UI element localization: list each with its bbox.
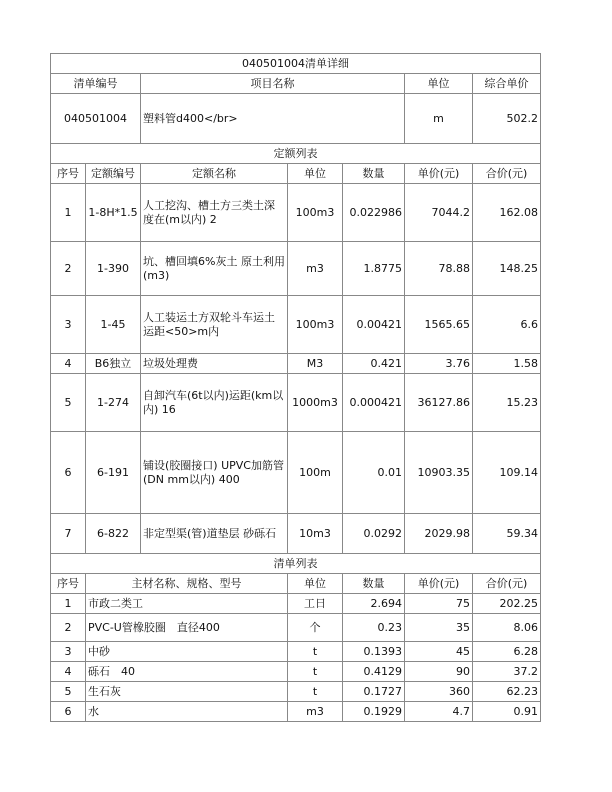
material-total: 8.06 [473,614,541,642]
quota-seq: 4 [51,354,86,374]
quota-name: 坑、槽回填6%灰土 原土利用(m3) [141,242,288,296]
quota-row [51,354,541,374]
material-total: 6.28 [473,642,541,662]
material-row [51,702,541,722]
quota-price: 10903.35 [405,432,473,514]
quota-row [51,242,541,296]
quota-total: 162.08 [473,184,541,242]
quota-code: B6独立 [86,354,141,374]
item-unit: m [405,94,473,144]
quota-seq: 7 [51,514,86,554]
quota-seq: 3 [51,296,86,354]
material-unit: 个 [288,614,343,642]
material-total: 62.23 [473,682,541,702]
material-qty: 0.23 [343,614,405,642]
quota-total: 109.14 [473,432,541,514]
quota-qty: 0.01 [343,432,405,514]
material-name: 砾石 40 [86,662,288,682]
material-name: 生石灰 [86,682,288,702]
material-qty: 0.1727 [343,682,405,702]
quota-total: 15.23 [473,374,541,432]
quota-col-header: 单价(元) [405,164,473,184]
quota-qty: 0.00421 [343,296,405,354]
material-col-header: 合价(元) [473,574,541,594]
material-col-header: 单价(元) [405,574,473,594]
quota-row [51,184,541,242]
quota-unit: 100m3 [288,296,343,354]
material-price: 75 [405,594,473,614]
material-seq: 5 [51,682,86,702]
quota-name: 人工挖沟、槽土方三类土深度在(m以内) 2 [141,184,288,242]
item-name: 塑料管d400</br> [141,94,405,144]
code-header: 清单编号 [51,74,141,94]
material-seq: 2 [51,614,86,642]
quota-seq: 6 [51,432,86,514]
quota-col-header: 数量 [343,164,405,184]
quota-price: 7044.2 [405,184,473,242]
material-unit: 工日 [288,594,343,614]
quota-qty: 0.0292 [343,514,405,554]
material-price: 35 [405,614,473,642]
quota-row [51,432,541,514]
material-section-title: 清单列表 [51,554,541,574]
material-seq: 4 [51,662,86,682]
quota-unit: 100m3 [288,184,343,242]
quota-qty: 0.421 [343,354,405,374]
quota-total: 1.58 [473,354,541,374]
material-unit: t [288,642,343,662]
quota-code: 1-390 [86,242,141,296]
material-total: 0.91 [473,702,541,722]
material-row [51,642,541,662]
unit-header: 单位 [405,74,473,94]
quota-section-title: 定额列表 [51,144,541,164]
quota-total: 148.25 [473,242,541,296]
quota-name: 铺设(胶圈接口) UPVC加筋管(DN mm以内) 400 [141,432,288,514]
quota-col-header: 定额名称 [141,164,288,184]
quota-code: 1-45 [86,296,141,354]
material-name: PVC-U管橡胶圈 直径400 [86,614,288,642]
material-unit: m3 [288,702,343,722]
material-col-header: 数量 [343,574,405,594]
material-price: 4.7 [405,702,473,722]
quota-price: 3.76 [405,354,473,374]
quota-col-header: 单位 [288,164,343,184]
quota-unit: 1000m3 [288,374,343,432]
quota-seq: 2 [51,242,86,296]
material-qty: 0.1393 [343,642,405,662]
quota-unit: 10m3 [288,514,343,554]
material-row [51,682,541,702]
quota-row [51,296,541,354]
material-unit: t [288,682,343,702]
quota-price: 36127.86 [405,374,473,432]
quota-col-header: 合价(元) [473,164,541,184]
quota-unit: M3 [288,354,343,374]
quota-qty: 0.000421 [343,374,405,432]
material-price: 90 [405,662,473,682]
quota-code: 6-191 [86,432,141,514]
material-price: 45 [405,642,473,662]
material-seq: 1 [51,594,86,614]
name-header: 项目名称 [141,74,405,94]
material-col-header: 序号 [51,574,86,594]
material-col-header: 单位 [288,574,343,594]
quota-col-header: 序号 [51,164,86,184]
page-title: 040501004清单详细 [51,54,541,74]
material-col-header: 主材名称、规格、型号 [86,574,288,594]
quota-row [51,374,541,432]
material-price: 360 [405,682,473,702]
material-name: 水 [86,702,288,722]
material-total: 37.2 [473,662,541,682]
quota-price: 1565.65 [405,296,473,354]
material-qty: 0.1929 [343,702,405,722]
quota-name: 人工装运土方双轮斗车运土运距<50>m内 [141,296,288,354]
quota-code: 6-822 [86,514,141,554]
quota-header-row [51,164,541,184]
quota-qty: 0.022986 [343,184,405,242]
item-code: 040501004 [51,94,141,144]
material-qty: 0.4129 [343,662,405,682]
quota-name: 垃圾处理费 [141,354,288,374]
quota-unit: 100m [288,432,343,514]
material-seq: 6 [51,702,86,722]
material-total: 202.25 [473,594,541,614]
material-unit: t [288,662,343,682]
quota-row [51,514,541,554]
material-row [51,594,541,614]
quota-col-header: 定额编号 [86,164,141,184]
price-header: 综合单价 [473,74,541,94]
material-name: 中砂 [86,642,288,662]
quota-seq: 5 [51,374,86,432]
detail-table [50,53,541,722]
quota-total: 6.6 [473,296,541,354]
quota-total: 59.34 [473,514,541,554]
material-name: 市政二类工 [86,594,288,614]
quota-code: 1-274 [86,374,141,432]
quota-qty: 1.8775 [343,242,405,296]
material-row [51,662,541,682]
quota-name: 非定型渠(管)道垫层 砂砾石 [141,514,288,554]
material-seq: 3 [51,642,86,662]
quota-price: 78.88 [405,242,473,296]
material-row [51,614,541,642]
quota-name: 自卸汽车(6t以内)运距(km以内) 16 [141,374,288,432]
item-price: 502.2 [473,94,541,144]
material-qty: 2.694 [343,594,405,614]
quota-unit: m3 [288,242,343,296]
material-header-row [51,574,541,594]
quota-price: 2029.98 [405,514,473,554]
quota-code: 1-8H*1.5 [86,184,141,242]
quota-seq: 1 [51,184,86,242]
